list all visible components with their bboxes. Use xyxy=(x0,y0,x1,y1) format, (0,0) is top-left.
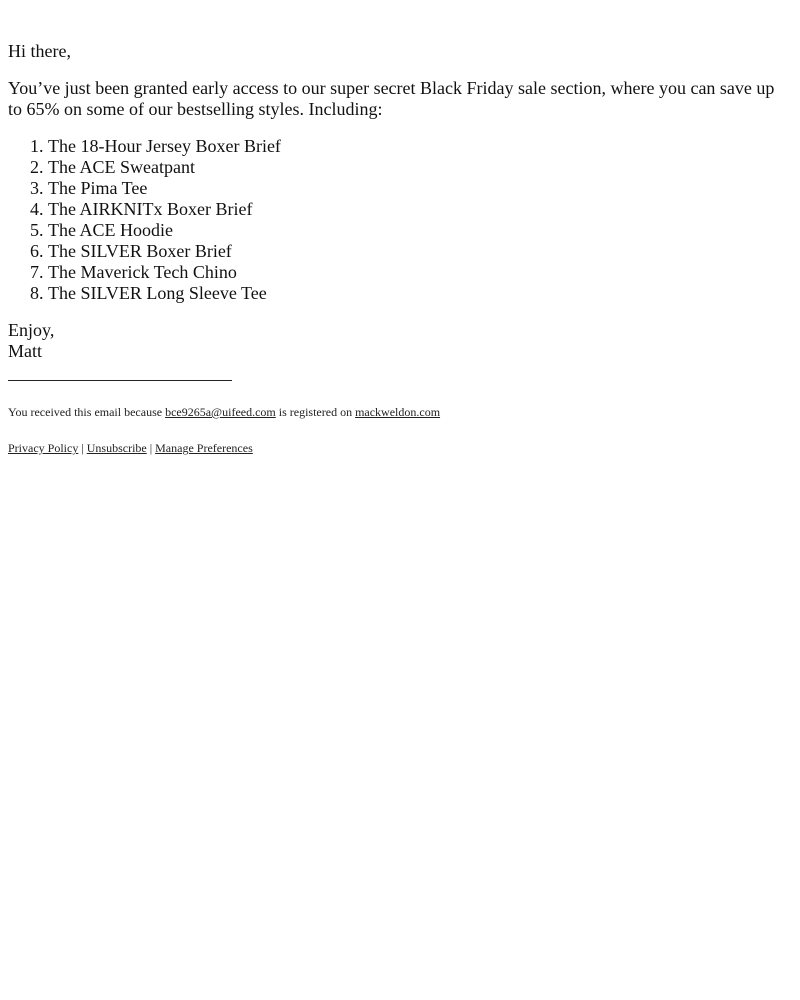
received-prefix: You received this email because xyxy=(8,405,166,419)
signoff xyxy=(8,320,792,362)
list-item: 6. The SILVER Boxer Brief xyxy=(48,241,792,262)
separator: | xyxy=(146,441,156,455)
list-item: 3. The Pima Tee xyxy=(48,178,792,199)
product-list xyxy=(8,136,792,304)
list-item: 4. The AIRKNITx Boxer Brief xyxy=(48,199,792,220)
site-link[interactable]: mackweldon.com xyxy=(355,405,441,419)
unsubscribe-link[interactable]: Unsubscribe xyxy=(86,441,147,455)
signoff-name: Matt xyxy=(8,341,42,361)
separator: | xyxy=(78,441,87,455)
received-middle: is registered on xyxy=(275,405,356,419)
list-item: 7. The Maverick Tech Chino xyxy=(48,262,792,283)
list-item: 2. The ACE Sweatpant xyxy=(48,157,792,178)
privacy-policy-link[interactable]: Privacy Policy xyxy=(8,441,79,455)
footer-divider xyxy=(8,380,232,381)
email-body xyxy=(0,0,800,455)
greeting: Hi there, xyxy=(8,41,71,61)
intro-paragraph: You’ve just been granted early access to our super secret Black Friday sale section, where you can save up to 65% on some of our bestselling styles. Including: xyxy=(8,78,775,119)
list-item: 8. The SILVER Long Sleeve Tee xyxy=(48,283,792,304)
footer xyxy=(8,405,792,455)
list-item: 5. The ACE Hoodie xyxy=(48,220,792,241)
recipient-email-link[interactable]: bce9265a@uifeed.com xyxy=(165,405,276,419)
received-notice xyxy=(8,405,792,419)
manage-preferences-link[interactable]: Manage Preferences xyxy=(155,441,253,455)
list-item: 1. The 18-Hour Jersey Boxer Brief xyxy=(48,136,792,157)
signoff-closing: Enjoy, xyxy=(8,320,55,340)
footer-links xyxy=(8,441,792,455)
